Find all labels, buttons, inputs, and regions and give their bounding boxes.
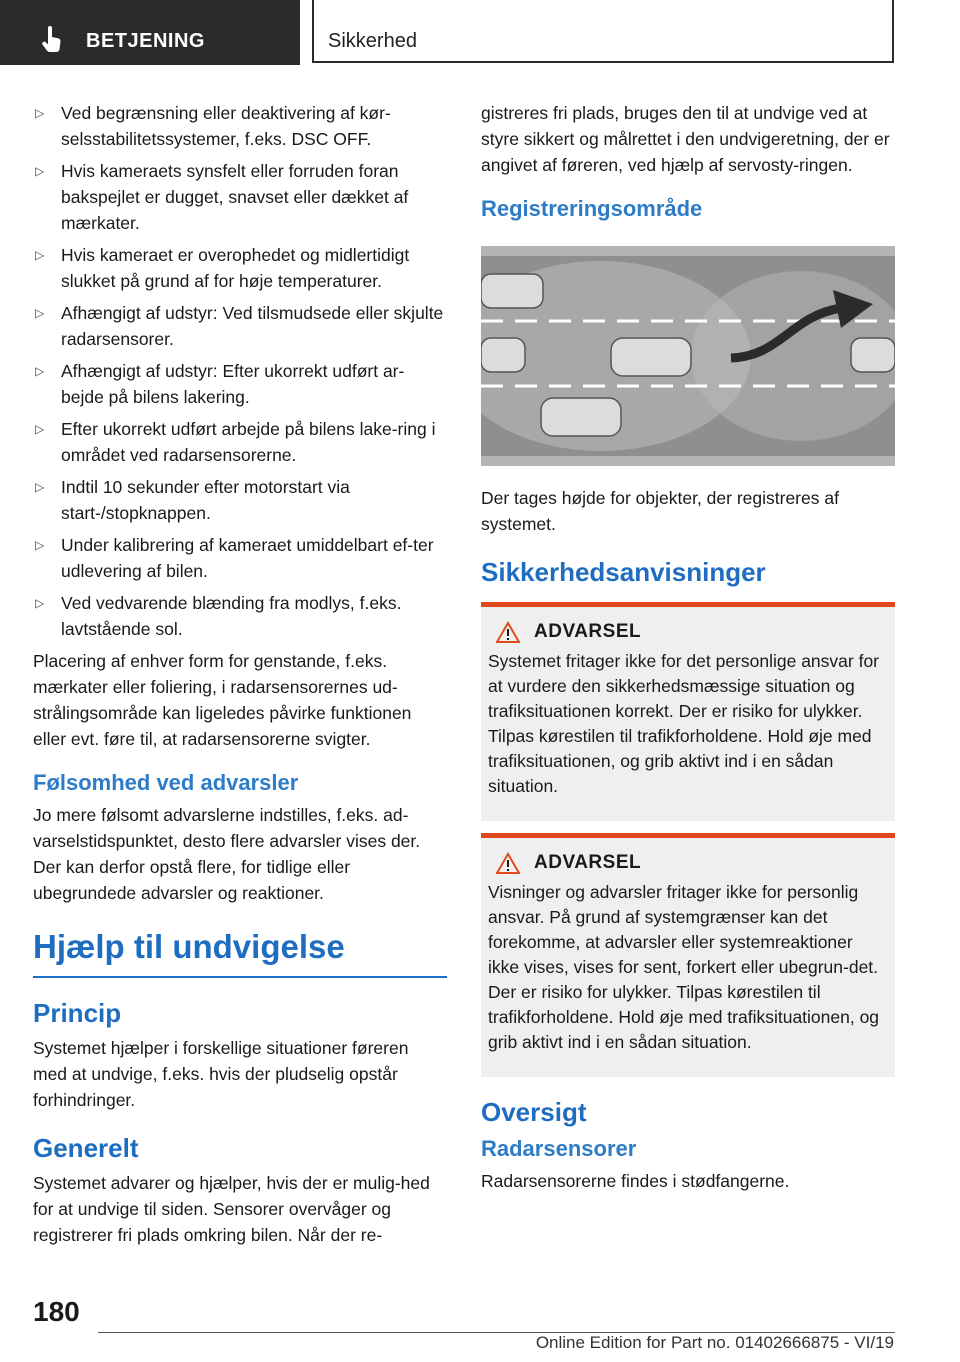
triangle-bullet-icon: ▷ <box>35 596 45 610</box>
pointing-hand-icon <box>40 26 64 54</box>
radar-paragraph: Radarsensorerne findes i stødfangerne. <box>481 1171 790 1191</box>
list-item: ▷ Ved vedvarende blænding fra modlys, f.eks. lavtstående sol. <box>33 590 447 642</box>
list-item: ▷ Indtil 10 sekunder efter motorstart via start-/stopknappen. <box>33 474 447 526</box>
warning-triangle-icon <box>496 621 520 643</box>
triangle-bullet-icon: ▷ <box>35 422 45 436</box>
right-column <box>481 100 895 1194</box>
triangle-bullet-icon: ▷ <box>35 164 45 178</box>
triangle-bullet-icon: ▷ <box>35 106 45 120</box>
list-item: ▷ Ved begrænsning eller deaktivering af kør-selsstabilitetssystemer, f.eks. DSC OFF. <box>33 100 447 152</box>
warning-box <box>481 833 895 1077</box>
header-section-label: BETJENING <box>86 30 205 52</box>
warning-box <box>481 602 895 821</box>
princip-heading: Princip <box>33 998 122 1028</box>
figure-caption: Der tages højde for objekter, der registreres af systemet. <box>481 488 839 534</box>
princip-paragraph: Systemet hjælper i forskellige situationer føreren med at undvige, f.eks. hvis der pludselig opstår forhindringer. <box>33 1038 409 1110</box>
header-title-box <box>312 0 894 63</box>
sensitivity-heading: Følsomhed ved advarsler <box>33 770 299 795</box>
radar-heading: Radarsensorer <box>481 1136 637 1161</box>
region-heading: Registreringsområde <box>481 196 703 221</box>
header-title: Sikkerhed <box>328 30 417 52</box>
detection-area-illustration <box>481 246 895 466</box>
list-item: ▷ Afhængigt af udstyr: Ved tilsmudsede eller skjulte radarsensorer. <box>33 300 447 352</box>
main-heading: Hjælp til undvigelse <box>33 928 447 978</box>
triangle-bullet-icon: ▷ <box>35 538 45 552</box>
placement-paragraph: Placering af enhver form for genstande, f.eks. mærkater eller foliering, i radarsensorernes ud-strålingsområde kan ligeledes påvirke funktionen eller evt. føre til, at radarsensorerne svigter. <box>33 651 412 749</box>
generelt-paragraph: Systemet advarer og hjælper, hvis der er mulig-hed for at undvige til siden. Sensorer overvåger og registrerer fri plads omkring bilen. Når der re- <box>33 1173 430 1245</box>
overview-heading: Oversigt <box>481 1097 587 1127</box>
sensitivity-paragraph: Jo mere følsomt advarslerne indstilles, f.eks. ad-varselstidspunktet, desto flere advarsler vises der. Der kan derfor opstå flere, for tidlige eller ubegrundede advarsler og reaktioner. <box>33 805 421 903</box>
list-item: ▷ Under kalibrering af kameraet umiddelbart ef-ter udlevering af bilen. <box>33 532 447 584</box>
left-column <box>33 100 447 1248</box>
generelt-heading: Generelt <box>33 1133 139 1163</box>
safety-heading: Sikkerhedsanvisninger <box>481 557 766 587</box>
triangle-bullet-icon: ▷ <box>35 480 45 494</box>
list-item: ▷ Afhængigt af udstyr: Efter ukorrekt udført ar-bejde på bilens lakering. <box>33 358 447 410</box>
warning-title: ADVARSEL <box>534 621 642 642</box>
continued-paragraph: gistreres fri plads, bruges den til at undvige ved at styre sikkert og målrettet i den undvigeretning, der er angivet af føreren, ved hjælp af servosty-ringen. <box>481 103 890 175</box>
warning-triangle-icon <box>496 852 520 874</box>
condition-list <box>33 100 447 642</box>
warning-text: Systemet fritager ikke for det personlige ansvar for at vurdere den sikkerhedsmæssige situation og trafiksituationen korrekt. Der er risiko for ulykker. Tilpas kørestilen til trafikforholdene. Hold øje med trafiksituationen, og grib aktivt ind i en sådan situation. <box>488 651 880 796</box>
triangle-bullet-icon: ▷ <box>35 306 45 320</box>
header-section-tab <box>0 0 300 65</box>
list-item: ▷ Hvis kameraets synsfelt eller forruden foran bakspejlet er dugget, snavset eller dækket af mærkater. <box>33 158 447 236</box>
warning-title: ADVARSEL <box>534 852 642 873</box>
list-item: ▷ Efter ukorrekt udført arbejde på bilens lake-ring i området ved radarsensorerne. <box>33 416 447 468</box>
triangle-bullet-icon: ▷ <box>35 248 45 262</box>
list-item: ▷ Hvis kameraet er overophedet og midlertidigt slukket på grund af for høje temperaturer. <box>33 242 447 294</box>
warning-text: Visninger og advarsler fritager ikke for personlig ansvar. På grund af systemgrænser kan det forekomme, at advarsler eller systemreaktioner ikke vises, vises for sent, forkert eller ubegrun-det. Der er risiko for ulykker. Tilpas kørestilen til trafikforholdene. Hold øje med trafiksituationen, og grib aktivt ind i en sådan situation. <box>488 882 880 1052</box>
footer-edition: Online Edition for Part no. 01402666875 - VI/19 <box>535 1333 894 1352</box>
triangle-bullet-icon: ▷ <box>35 364 45 378</box>
page-number: 180 <box>33 1296 80 1327</box>
